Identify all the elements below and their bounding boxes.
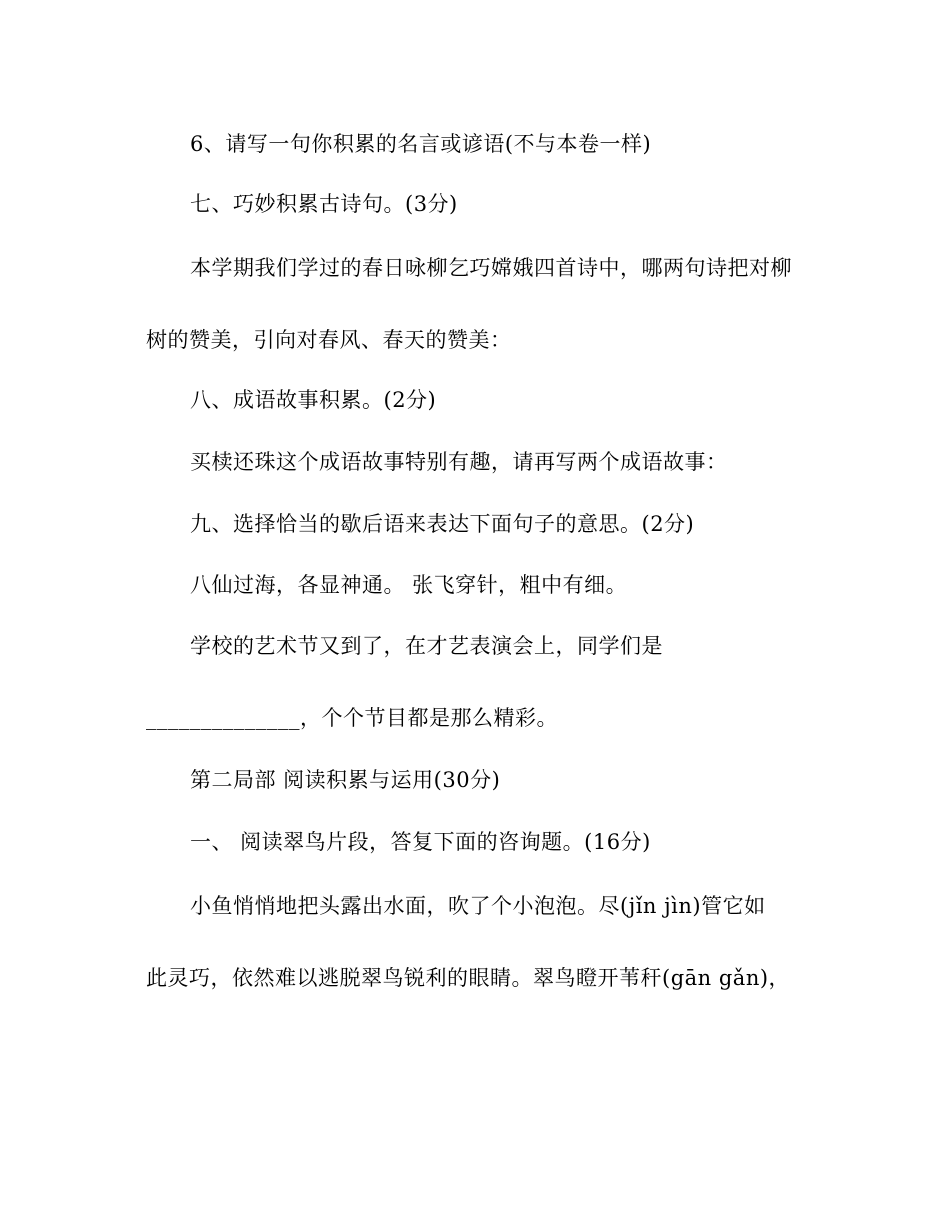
part-2-heading: 第二局部 阅读积累与运用(30分) <box>190 768 501 792</box>
reading-passage-line-2: 此灵巧，依然难以逃脱翠鸟锐利的眼睛。翠鸟瞪开苇秆(gān gǎn)， <box>146 966 791 990</box>
section-7-heading: 七、巧妙积累古诗句。(3分) <box>190 192 458 216</box>
section-8-heading: 八、成语故事积累。(2分) <box>190 388 437 412</box>
section-7-prompt-line-1: 本学期我们学过的春日咏柳乞巧嫦娥四首诗中，哪两句诗把对柳 <box>190 256 792 280</box>
question-6-line: 6、请写一句你积累的名言或谚语(不与本卷一样) <box>190 132 652 156</box>
section-8-prompt: 买椟还珠这个成语故事特别有趣，请再写两个成语故事： <box>190 450 728 474</box>
reading-question-heading: 一、 阅读翠鸟片段，答复下面的咨询题。(16分) <box>190 830 651 854</box>
section-7-prompt-line-2: 树的赞美，引向对春风、春天的赞美： <box>146 328 512 352</box>
section-9-sentence-line-1: 学校的艺术节又到了，在才艺表演会上，同学们是 <box>190 634 663 658</box>
section-9-sentence-line-2: ______________，个个节目都是那么精彩。 <box>146 706 558 730</box>
section-9-heading: 九、选择恰当的歇后语来表达下面句子的意思。(2分) <box>190 512 695 536</box>
section-9-options: 八仙过海，各显神通。 张飞穿针，粗中有细。 <box>190 573 628 597</box>
reading-passage-line-1: 小鱼悄悄地把头露出水面，吹了个小泡泡。尽(jǐn jìn)管它如 <box>190 894 766 918</box>
